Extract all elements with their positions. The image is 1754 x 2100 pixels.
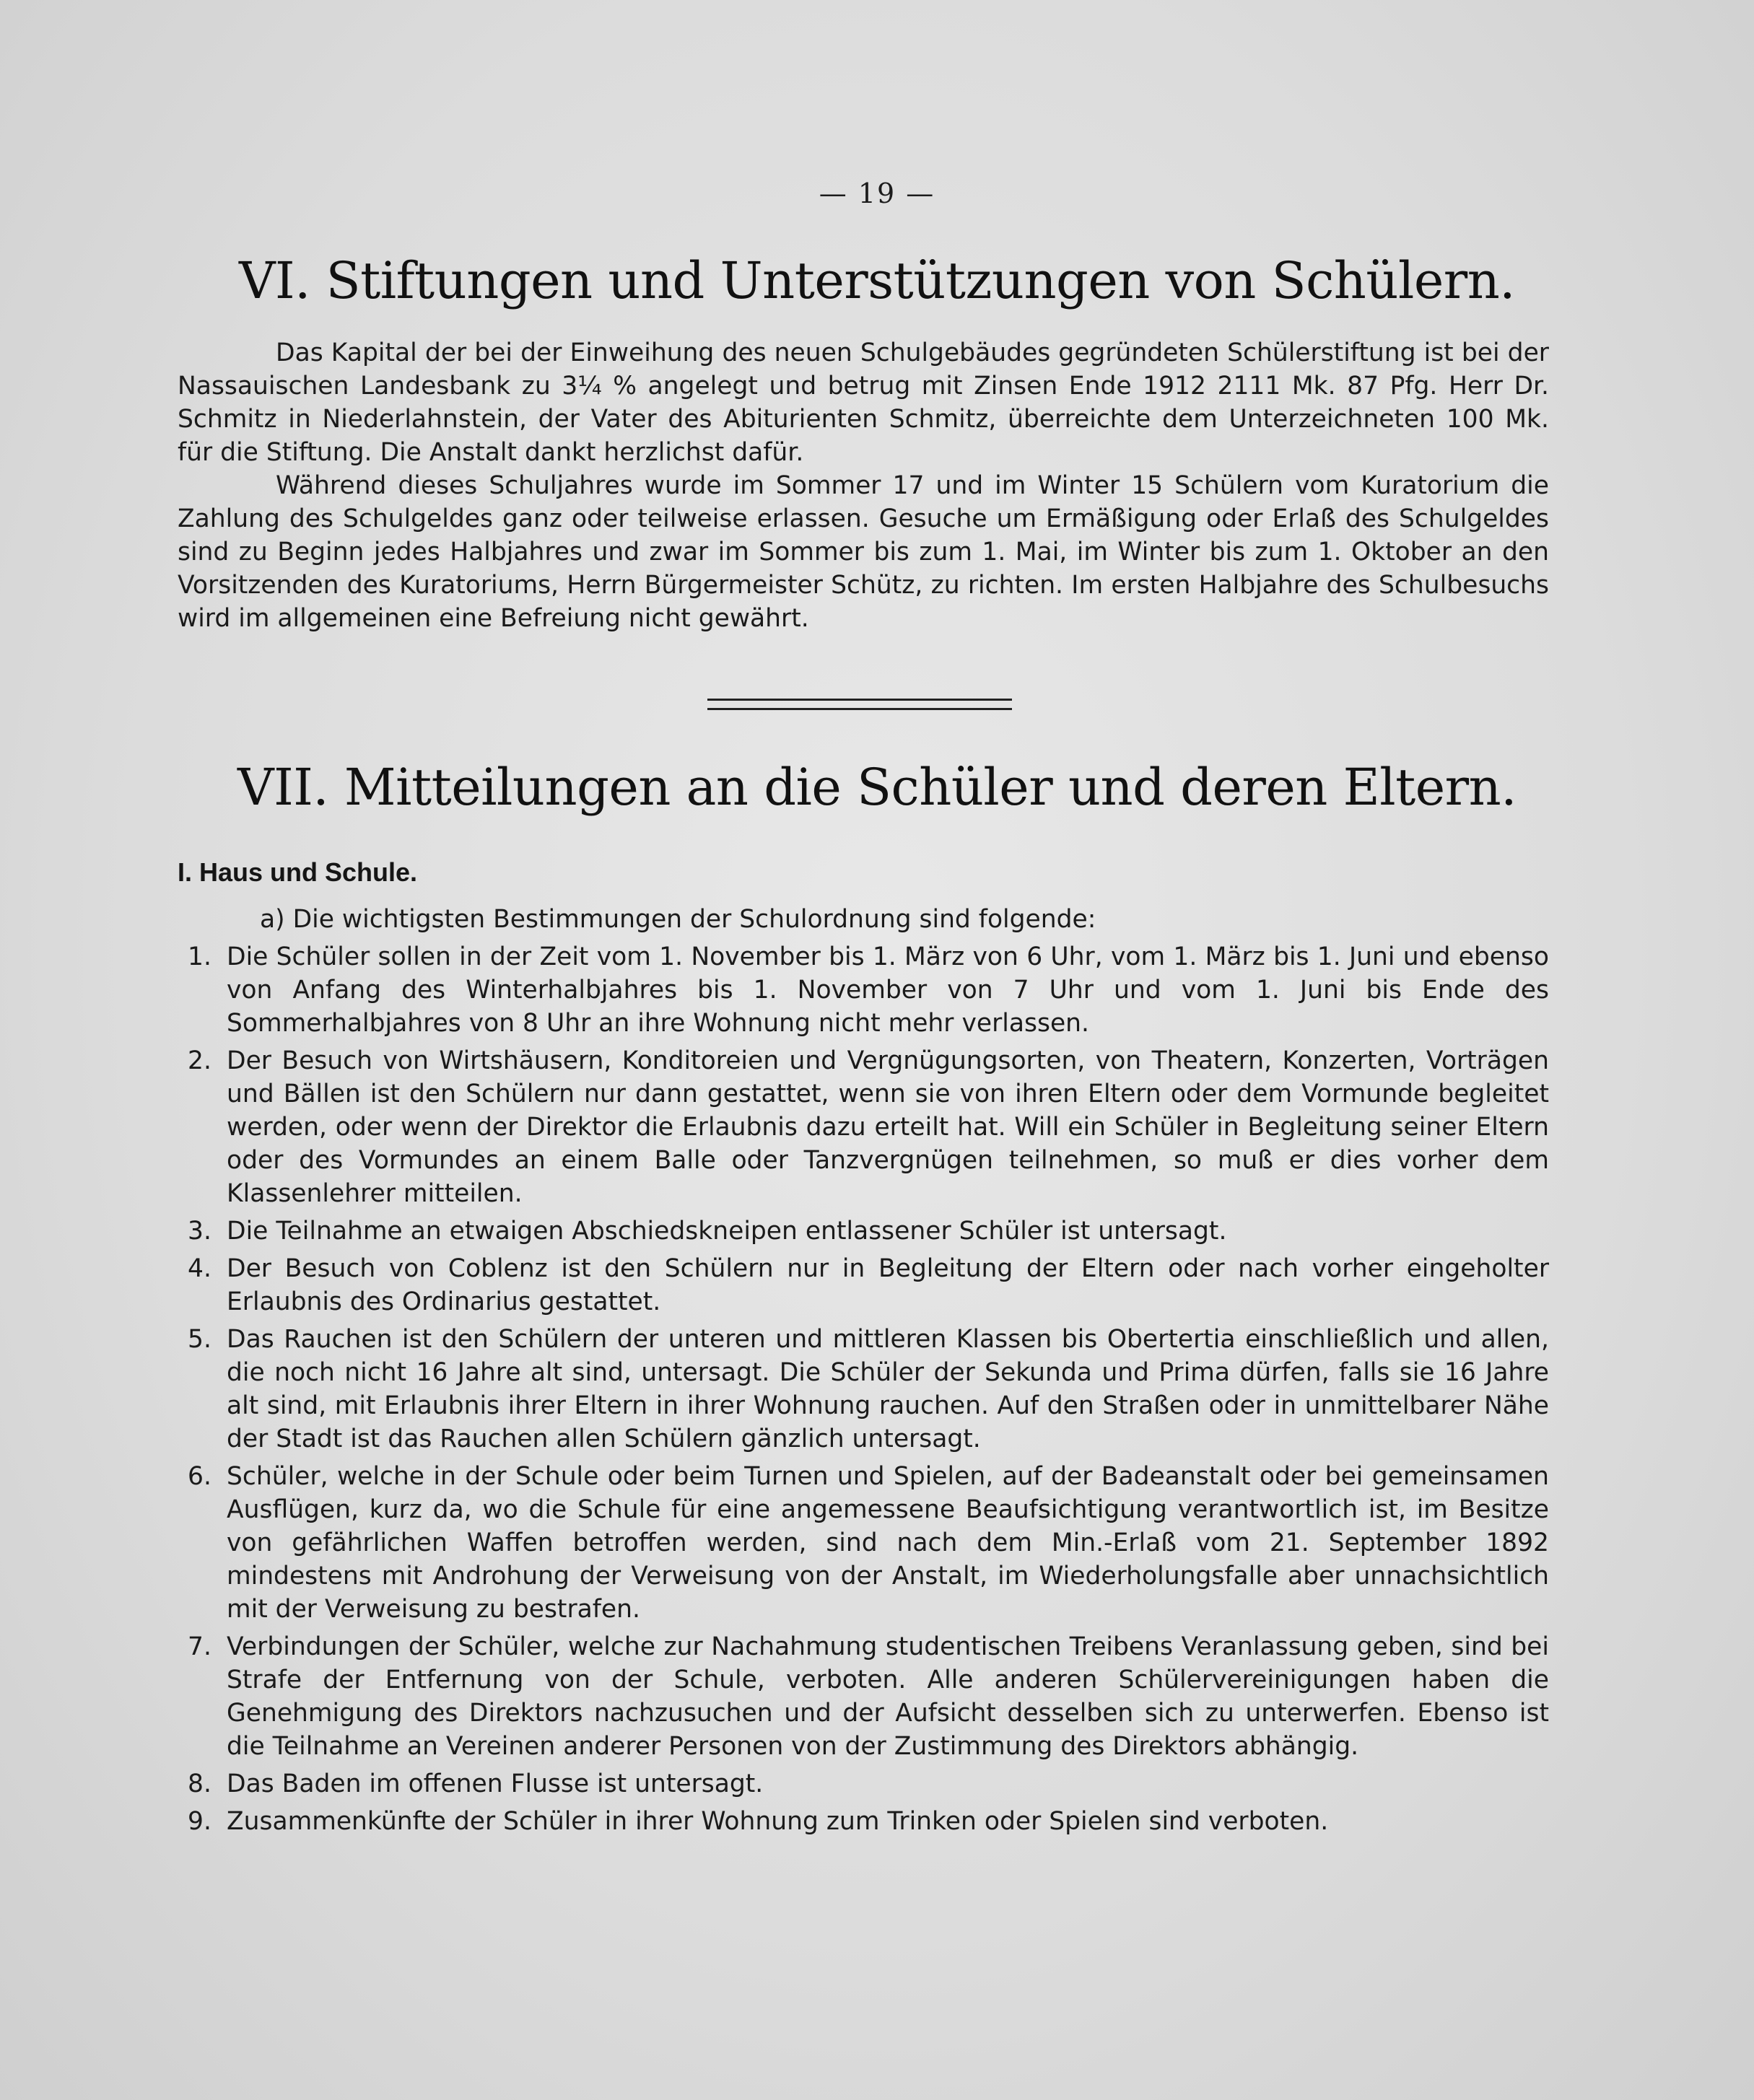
rules-intro: a) Die wichtigsten Bestimmungen der Schulordnung sind folgende: bbox=[260, 905, 1096, 934]
rule-text: Die Teilnahme an etwaigen Abschiedskneipen entlassener Schüler ist untersagt. bbox=[227, 1217, 1227, 1246]
rule-item bbox=[178, 1805, 1549, 1838]
subsection-heading: I. Haus und Schule. bbox=[178, 857, 418, 887]
rule-text: Das Rauchen ist den Schülern der unteren und mittleren Klassen bis Obertertia einschließlich und allen, die noch nicht 16 Jahre alt sind, untersagt. Die Schüler der Sekunda und Prima dürfen, falls sie 16 Jahre alt sind, mit Erlaubnis ihrer Eltern in ihrer Wohnung rauchen. Auf den Straßen oder in unmittelbarer Nähe der Stadt ist das Rauchen allen Schülern gänzlich untersagt. bbox=[227, 1325, 1549, 1453]
section-vi-body bbox=[178, 336, 1549, 635]
rule-text: Der Besuch von Wirtshäusern, Konditoreien und Vergnügungsorten, von Theatern, Konzerten, Vorträgen und Bällen ist den Schülern nur dann gestattet, wenn sie von ihren Eltern oder dem Vormunde begleitet werden, oder wenn der Direktor die Erlaubnis dazu erteilt hat. Will ein Schüler in Begleitung seiner Eltern oder des Vormundes an einem Balle oder Tanzvergnügen teilnehmen, so muß er dies vorher dem Klassenlehrer mitteilen. bbox=[227, 1046, 1549, 1208]
rule-number: 6. bbox=[188, 1462, 211, 1491]
section-vii-title: VII. Mitteilungen an die Schüler und deren Eltern. bbox=[237, 758, 1517, 817]
rule-item bbox=[178, 1630, 1549, 1763]
rule-item bbox=[178, 1215, 1549, 1248]
rule-item bbox=[178, 940, 1549, 1040]
rule-number: 7. bbox=[188, 1632, 211, 1661]
section-vi-paragraph: Das Kapital der bei der Einweihung des neuen Schulgebäudes gegründeten Schülerstiftung ist bei der Nassauischen Landesbank zu 3¼ % angelegt und betrug mit Zinsen Ende 1912 2111 Mk. 87 Pfg. Herr Dr. Schmitz in Niederlahnstein, der Vater des Abiturienten Schmitz, überreichte dem Unterzeichneten 100 Mk. für die Stiftung. Die Anstalt dankt herzlichst dafür. bbox=[178, 338, 1549, 467]
rule-text: Zusammenkünfte der Schüler in ihrer Wohnung zum Trinken oder Spielen sind verboten. bbox=[227, 1807, 1329, 1836]
rule-number: 1. bbox=[188, 942, 211, 971]
rule-number: 8. bbox=[188, 1769, 211, 1798]
rule-text: Verbindungen der Schüler, welche zur Nachahmung studentischen Treibens Veranlassung geben, sind bei Strafe der Entfernung von der Schule, verboten. Alle anderen Schülervereinigungen haben die Genehmigung des Direktors nachzusuchen und der Aufsicht desselben sich zu unterwerfen. Ebenso ist die Teilnahme an Vereinen anderer Personen von der Zustimmung des Direktors abhängig. bbox=[227, 1632, 1549, 1761]
rule-item bbox=[178, 1460, 1549, 1626]
section-divider bbox=[707, 699, 1012, 710]
rule-item bbox=[178, 1252, 1549, 1318]
rule-number: 9. bbox=[188, 1807, 211, 1836]
rule-number: 2. bbox=[188, 1046, 211, 1075]
page-number: — 19 — bbox=[819, 178, 935, 209]
rule-text: Das Baden im offenen Flusse ist untersagt. bbox=[227, 1769, 764, 1798]
rule-item bbox=[178, 1044, 1549, 1210]
rule-item bbox=[178, 1767, 1549, 1801]
section-vi-paragraph: Während dieses Schuljahres wurde im Sommer 17 und im Winter 15 Schülern vom Kuratorium die Zahlung des Schulgeldes ganz oder teilweise erlassen. Gesuche um Ermäßigung oder Erlaß des Schulgeldes sind zu Beginn jedes Halbjahres und zwar im Sommer bis zum 1. Mai, im Winter bis zum 1. Oktober an den Vorsitzenden des Kuratoriums, Herrn Bürgermeister Schütz, zu richten. Im ersten Halbjahre des Schulbesuchs wird im allgemeinen eine Befreiung nicht gewährt. bbox=[178, 471, 1549, 633]
rule-item bbox=[178, 1323, 1549, 1456]
rules-list bbox=[178, 940, 1549, 1842]
rule-number: 3. bbox=[188, 1217, 211, 1246]
rule-text: Die Schüler sollen in der Zeit vom 1. November bis 1. März von 6 Uhr, vom 1. März bis 1. Juni und ebenso von Anfang des Winterhalbjahres bis 1. November von 7 Uhr und vom 1. Juni bis Ende des Sommerhalbjahres von 8 Uhr an ihre Wohnung nicht mehr verlassen. bbox=[227, 942, 1549, 1038]
rule-text: Schüler, welche in der Schule oder beim Turnen und Spielen, auf der Badeanstalt oder bei gemeinsamen Ausflügen, kurz da, wo die Schule für eine angemessene Beaufsichtigung verantwortlich ist, im Besitze von gefährlichen Waffen betroffen werden, sind nach dem Min.-Erlaß vom 21. September 1892 mindestens mit Androhung der Verweisung von der Anstalt, im Wiederholungsfalle aber unnachsichtlich mit der Verweisung zu bestrafen. bbox=[227, 1462, 1549, 1624]
rule-text: Der Besuch von Coblenz ist den Schülern nur in Begleitung der Eltern oder nach vorher eingeholter Erlaubnis des Ordinarius gestattet. bbox=[227, 1254, 1549, 1316]
rule-number: 4. bbox=[188, 1254, 211, 1283]
section-vi-title: VI. Stiftungen und Unterstützungen von Schülern. bbox=[238, 251, 1516, 310]
rule-number: 5. bbox=[188, 1325, 211, 1354]
